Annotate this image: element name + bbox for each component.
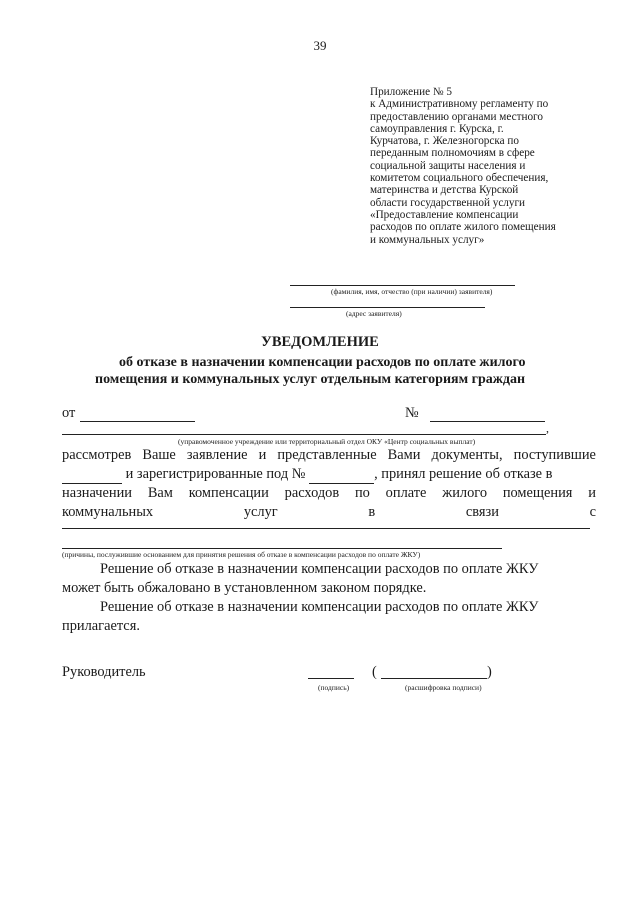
page-number: 39 [313,38,327,53]
body-word: связи [465,504,499,520]
decoding-caption: (расшифровка подписи) [405,683,482,692]
body-word: расходов [284,485,340,501]
reasons-caption: (причины, послужившие основанием для принятия решения об отказе в компенсации расходов по оплате ЖКУ) [62,550,421,559]
applicant-address-caption: (адрес заявителя) [346,309,402,318]
number-line [430,421,545,422]
number-label: № [405,405,419,421]
body-word: назначении [62,485,133,501]
body-word: и [258,447,267,463]
body-word: Ваше [142,447,176,463]
date-label: от [62,405,76,421]
decoding-open-paren: ( [372,664,377,680]
body-word: с [589,504,596,520]
applicant-address-line [290,307,485,308]
paragraph1-line1: Решение об отказе в назначении компенсации расходов по оплате ЖКУ [100,561,539,577]
paragraph1-line2: может быть обжаловано в установленном законом порядке. [62,580,427,596]
body-line-4 [62,504,596,521]
appendix-line: «Предоставление компенсации [370,208,519,221]
institution-caption: (управомоченное учреждение или территориальный отдел ОКУ «Центр социальных выплат) [178,437,476,446]
appendix-line: области государственной услуги [370,196,526,209]
receipt-date-blank [62,466,122,484]
body-word: документы, [431,447,503,463]
body-line-1 [62,447,596,464]
appendix-line: комитетом социального обеспечения, [370,172,549,185]
date-line [80,421,195,422]
appendix-line: переданным полномочиям в сфере [370,147,535,160]
body-word: жилого [442,485,488,501]
appendix-line: Курчатова, г. Железногорска по [370,135,519,148]
body-word: заявление [186,447,248,463]
signature-caption: (подпись) [318,683,350,692]
body-word: рассмотрев [62,447,132,463]
body-word: по [354,485,370,501]
appendix-line: и коммунальных услуг» [370,233,485,246]
applicant-name-line [290,285,515,286]
registration-number-blank [309,466,374,484]
body-word: помещения [502,485,573,501]
body-line-2-mid: и зарегистрированные под № [122,466,310,482]
decoding-line [381,678,487,679]
body-word: представленные [277,447,377,463]
appendix-line: самоуправления г. Курска, г. [370,122,504,135]
body-word: в [368,504,376,520]
document-subtitle-line2: помещения и коммунальных услуг отдельным категориям граждан [95,372,526,387]
reasons-line-2 [62,548,502,549]
body-word: Вам [147,485,173,501]
institution-comma: , [546,421,549,435]
body-word: Вами [387,447,421,463]
body-word: компенсации [188,485,269,501]
paragraph2-line1: Решение об отказе в назначении компенсации расходов по оплате ЖКУ [100,599,539,615]
appendix-line: расходов по оплате жилого помещения [370,221,556,234]
document-title: УВЕДОМЛЕНИЕ [261,334,379,350]
signatory-role: Руководитель [62,664,146,680]
body-word: и [588,485,596,501]
applicant-name-caption: (фамилия, имя, отчество (при наличии) заявителя) [331,287,493,296]
appendix-line: Приложение № 5 [370,86,452,98]
institution-line [62,434,546,435]
body-word: поступившие [513,447,596,463]
body-word: коммунальных [62,504,154,520]
reasons-line-1 [62,528,590,529]
signature-line [308,678,354,679]
appendix-line: к Административному регламенту по [370,98,549,111]
body-line-2 [62,466,552,484]
appendix-block [370,86,585,246]
paragraph2-line2: прилагается. [62,618,140,634]
appendix-line: предоставлению органами местного [370,110,543,123]
decoding-close-paren: ) [487,664,492,680]
body-word: услуг [243,504,278,520]
body-word: оплате [385,485,427,501]
document-subtitle-line1: об отказе в назначении компенсации расходов по оплате жилого [119,355,526,370]
appendix-line: социальной защиты населения и [370,159,526,172]
appendix-line: материнства и детства Курской [370,184,519,197]
body-line-3 [62,485,596,502]
body-line-2-end: , принял решение об отказе в [374,466,553,482]
